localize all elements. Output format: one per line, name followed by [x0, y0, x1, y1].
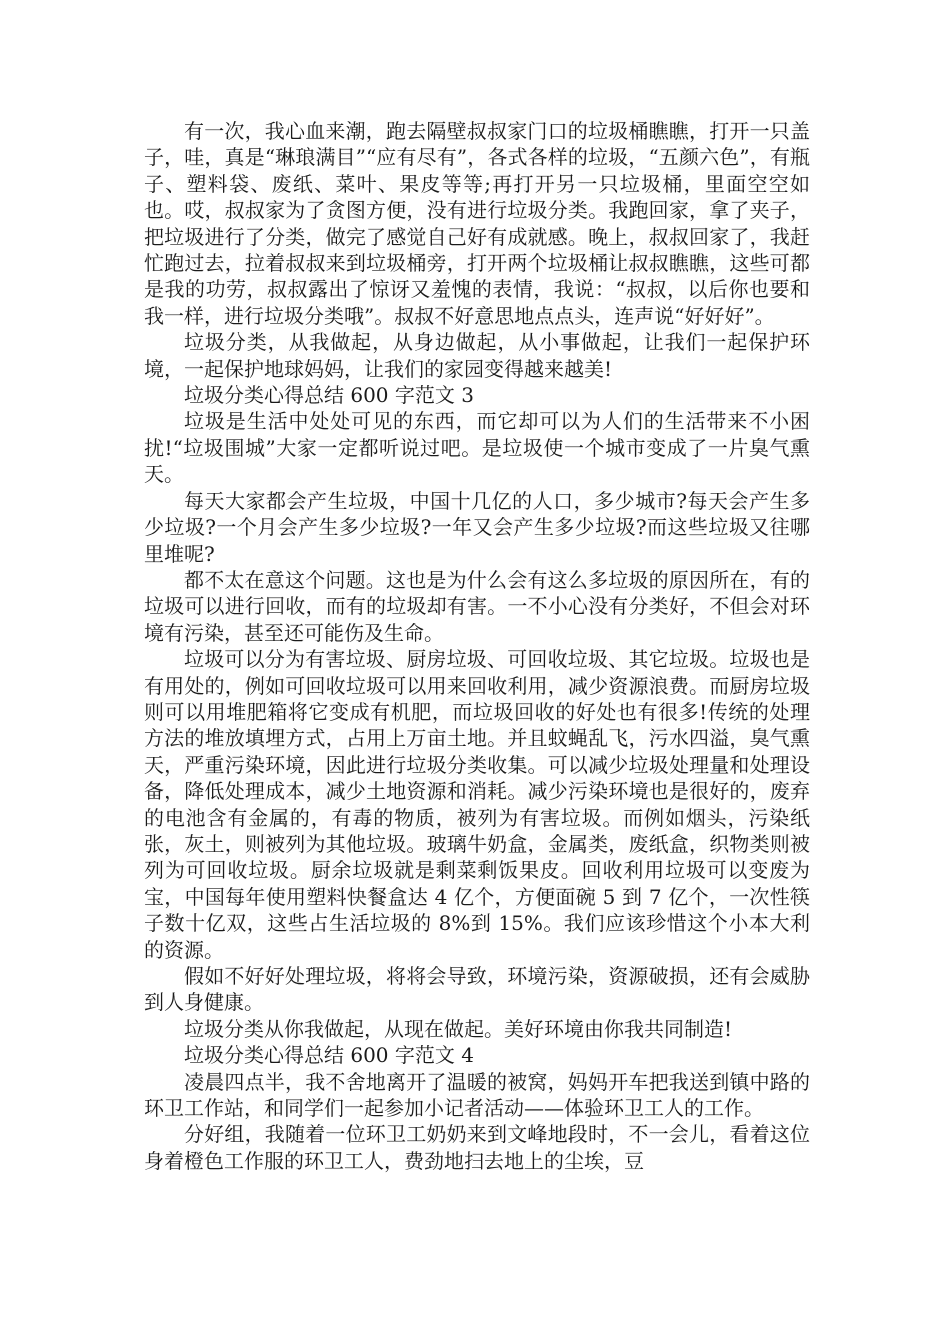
paragraph-consequences: 假如不好好处理垃圾，将将会导致，环境污染，资源破损，还有会威胁到人身健康。	[144, 964, 810, 1015]
paragraph-start-now: 垃圾分类从你我做起，从现在做起。美好环境由你我共同制造!	[184, 1016, 733, 1041]
paragraph-start-with-me: 垃圾分类，从我做起，从身边做起，从小事做起，让我们一起保护环境，一起保护地球妈妈，让我们的家园变得越来越美!	[144, 330, 810, 381]
document-page	[144, 118, 810, 1174]
paragraph-garbage-everywhere: 垃圾是生活中处处可见的东西，而它却可以为人们的生活带来不小困扰!“垃圾围城”大家一定都听说过吧。是垃圾使一个城市变成了一片臭气熏天。	[144, 409, 810, 487]
paragraph-garbage-categories: 垃圾可以分为有害垃圾、厨房垃圾、可回收垃圾、其它垃圾。垃圾也是有用处的，例如可回收垃圾可以用来回收利用，减少资源浪费。而厨房垃圾则可以用堆肥箱将它变成有机肥，而垃圾回收的好处也有很多!传统的处理方法的堆放填埋方式，占用上万亩土地。并且蚊蝇乱飞，污水四溢，臭气熏天，严重污染环境，因此进行垃圾分类收集。可以减少垃圾处理量和处理设备，降低处理成本，减少土地资源和消耗。减少污染环境也是很好的，废弃的电池含有金属的，有毒的物质，被列为有害垃圾。而例如烟头，污染纸张，灰土，则被列为其他垃圾。玻璃牛奶盒，金属类，废纸盒，织物类则被列为可回收垃圾。厨余垃圾就是剩菜剩饭果皮。回收利用垃圾可以变废为宝，中国每年使用塑料快餐盒达 4 亿个，方便面碗 5 到 7 亿个，一次性筷子数十亿双，这些占生活垃圾的 8%到 15%。我们应该珍惜这个小本大利的资源。	[144, 647, 810, 962]
paragraph-uncle-trash-bins: 有一次，我心血来潮，跑去隔壁叔叔家门口的垃圾桶瞧瞧，打开一只盖子，哇，真是“琳琅满目”“应有尽有”，各式各样的垃圾，“五颜六色”，有瓶子、塑料袋、废纸、菜叶、果皮等等;再打开另一只垃圾桶，里面空空如也。哎，叔叔家为了贪图方便，没有进行垃圾分类。我跑回家，拿了夹子，把垃圾进行了分类，做完了感觉自己好有成就感。晚上，叔叔回家了，我赶忙跑过去，拉着叔叔来到垃圾桶旁，打开两个垃圾桶让叔叔瞧瞧，这些可都是我的功劳，叔叔露出了惊讶又羞愧的表情，我说：“叔叔，以后你也要和我一样，进行垃圾分类哦”。叔叔不好意思地点点头，连声说“好好好”。	[144, 119, 810, 328]
paragraph-nobody-cares: 都不太在意这个问题。这也是为什么会有这么多垃圾的原因所在，有的垃圾可以进行回收，而有的垃圾却有害。一不小心没有分类好，不但会对环境有污染，甚至还可能伤及生命。	[144, 567, 810, 645]
paragraph-early-morning: 凌晨四点半，我不舍地离开了温暖的被窝，妈妈开车把我送到镇中路的环卫工作站，和同学们一起参加小记者活动——体验环卫工人的工作。	[144, 1069, 810, 1121]
paragraph-sanitation-worker: 分好组，我随着一位环卫工奶奶来到文峰地段时，不一会儿，看着这位身着橙色工作服的环卫工人，费劲地扫去地上的尘埃，豆	[144, 1122, 810, 1173]
section-heading-essay-3: 垃圾分类心得总结 600 字范文 3	[184, 383, 474, 408]
section-heading-essay-4: 垃圾分类心得总结 600 字范文 4	[184, 1043, 474, 1068]
paragraph-how-much-garbage: 每天大家都会产生垃圾，中国十几亿的人口，多少城市?每天会产生多少垃圾?一个月会产生多少垃圾?一年又会产生多少垃圾?而这些垃圾又往哪里堆呢?	[144, 488, 810, 566]
